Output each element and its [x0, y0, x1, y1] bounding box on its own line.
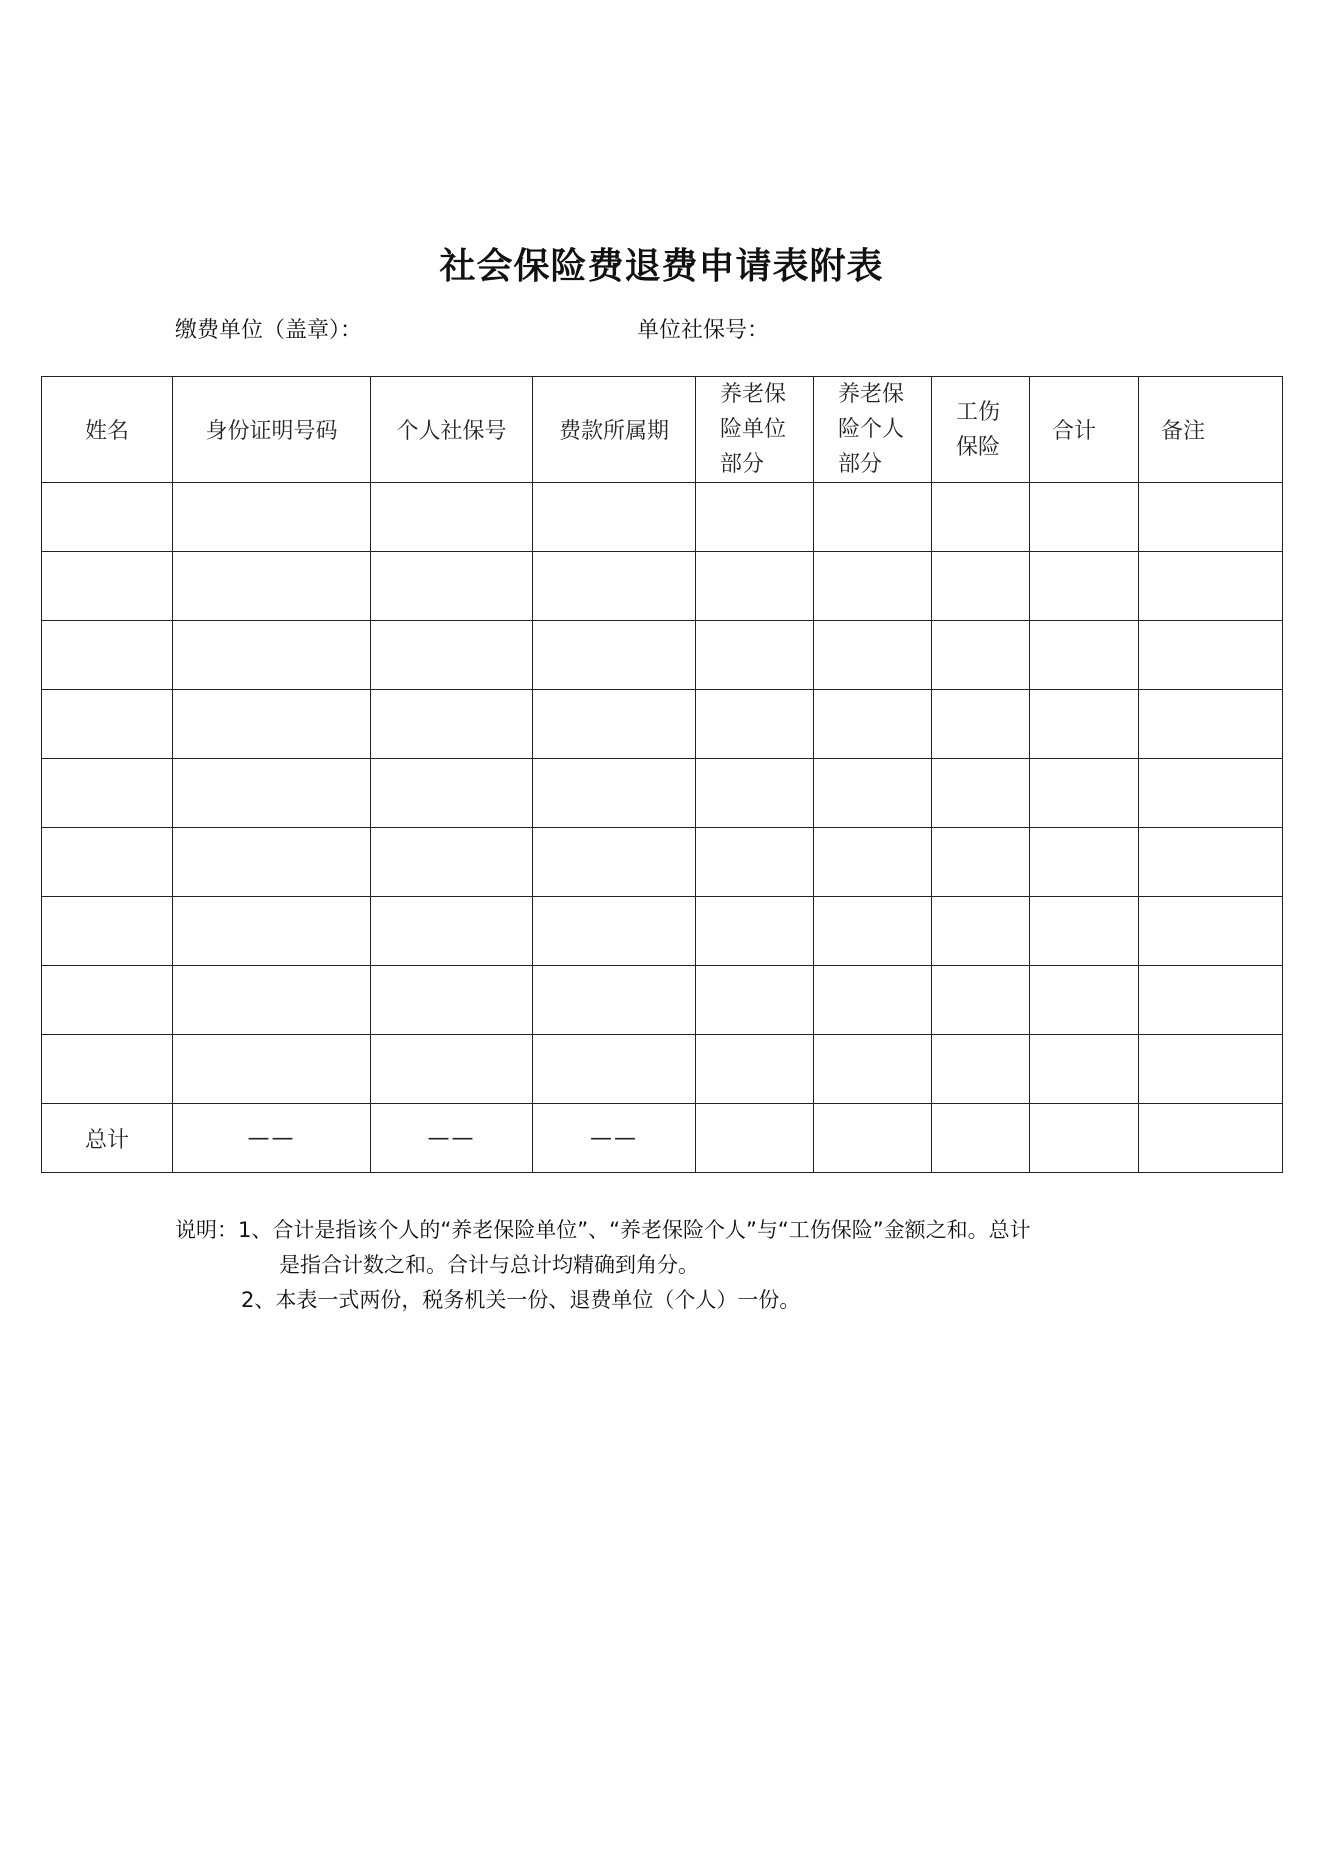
header-personal-si-number: 个人社保号 [371, 377, 533, 483]
cell-id-number[interactable] [173, 483, 371, 552]
cell-pension-personal[interactable] [814, 483, 932, 552]
cell-personal-si-number[interactable] [371, 621, 533, 690]
total-subtotal-cell[interactable] [1030, 1104, 1139, 1173]
total-label: 总计 [42, 1104, 173, 1173]
cell-name[interactable] [42, 1035, 173, 1104]
cell-work-injury[interactable] [932, 552, 1030, 621]
cell-subtotal[interactable] [1030, 1035, 1139, 1104]
cell-fee-period[interactable] [533, 621, 696, 690]
cell-fee-period[interactable] [533, 897, 696, 966]
cell-subtotal[interactable] [1030, 897, 1139, 966]
cell-pension-personal[interactable] [814, 897, 932, 966]
cell-work-injury[interactable] [932, 897, 1030, 966]
note-line-1: 说明：1、合计是指该个人的“养老保险单位”、“养老保险个人”与“工伤保险”金额之和。总计 [175, 1218, 1031, 1242]
table-row [42, 1035, 1283, 1104]
header-remarks: 备注 [1139, 377, 1283, 483]
document-title: 社会保险费退费申请表附表 [439, 246, 884, 287]
cell-personal-si-number[interactable] [371, 966, 533, 1035]
cell-pension-personal[interactable] [814, 552, 932, 621]
table-row [42, 621, 1283, 690]
cell-id-number[interactable] [173, 621, 371, 690]
cell-pension-unit[interactable] [696, 483, 814, 552]
cell-remarks[interactable] [1139, 1035, 1283, 1104]
cell-name[interactable] [42, 966, 173, 1035]
cell-pension-personal[interactable] [814, 690, 932, 759]
cell-id-number[interactable] [173, 966, 371, 1035]
header-pension-unit-line1: 养老保 [720, 382, 787, 407]
cell-pension-unit[interactable] [696, 621, 814, 690]
cell-subtotal[interactable] [1030, 759, 1139, 828]
cell-id-number[interactable] [173, 690, 371, 759]
header-subtotal: 合计 [1030, 377, 1139, 483]
cell-subtotal[interactable] [1030, 483, 1139, 552]
cell-pension-personal[interactable] [814, 621, 932, 690]
cell-pension-unit[interactable] [696, 897, 814, 966]
cell-remarks[interactable] [1139, 966, 1283, 1035]
cell-fee-period[interactable] [533, 966, 696, 1035]
cell-subtotal[interactable] [1030, 552, 1139, 621]
total-remarks-cell[interactable] [1139, 1104, 1283, 1173]
cell-pension-unit[interactable] [696, 966, 814, 1035]
cell-id-number[interactable] [173, 828, 371, 897]
cell-personal-si-number[interactable] [371, 759, 533, 828]
header-pension-personal-line3: 部分 [838, 452, 883, 477]
header-pension-personal [814, 377, 932, 483]
cell-fee-period[interactable] [533, 690, 696, 759]
total-pension-unit-cell[interactable] [696, 1104, 814, 1173]
cell-pension-unit[interactable] [696, 759, 814, 828]
unit-si-number-label: 单位社保号： [637, 318, 770, 343]
cell-pension-unit[interactable] [696, 690, 814, 759]
header-id-number: 身份证明号码 [173, 377, 371, 483]
table-row [42, 897, 1283, 966]
table-total-row [42, 1104, 1283, 1173]
cell-name[interactable] [42, 759, 173, 828]
cell-name[interactable] [42, 552, 173, 621]
header-pension-unit-line3: 部分 [720, 452, 765, 477]
cell-subtotal[interactable] [1030, 690, 1139, 759]
header-name: 姓名 [42, 377, 173, 483]
cell-personal-si-number[interactable] [371, 690, 533, 759]
cell-id-number[interactable] [173, 759, 371, 828]
cell-subtotal[interactable] [1030, 966, 1139, 1035]
cell-pension-unit[interactable] [696, 828, 814, 897]
cell-remarks[interactable] [1139, 621, 1283, 690]
table-row [42, 483, 1283, 552]
cell-id-number[interactable] [173, 897, 371, 966]
total-id-dash: —— [173, 1104, 371, 1173]
header-pension-personal-line1: 养老保 [838, 382, 905, 407]
cell-name[interactable] [42, 828, 173, 897]
table-row [42, 552, 1283, 621]
cell-fee-period[interactable] [533, 1035, 696, 1104]
cell-fee-period[interactable] [533, 483, 696, 552]
table-body [42, 483, 1283, 1104]
cell-remarks[interactable] [1139, 897, 1283, 966]
cell-work-injury[interactable] [932, 966, 1030, 1035]
header-work-injury-line1: 工伤 [956, 399, 1001, 425]
cell-pension-personal[interactable] [814, 966, 932, 1035]
table-row [42, 966, 1283, 1035]
header-fee-period: 费款所属期 [533, 377, 696, 483]
cell-work-injury[interactable] [932, 690, 1030, 759]
cell-work-injury[interactable] [932, 621, 1030, 690]
cell-subtotal[interactable] [1030, 828, 1139, 897]
cell-personal-si-number[interactable] [371, 897, 533, 966]
cell-pension-unit[interactable] [696, 552, 814, 621]
payer-unit-label: 缴费单位（盖章）： [175, 318, 363, 343]
cell-work-injury[interactable] [932, 759, 1030, 828]
cell-subtotal[interactable] [1030, 621, 1139, 690]
cell-personal-si-number[interactable] [371, 1035, 533, 1104]
cell-pension-unit[interactable] [696, 1035, 814, 1104]
table-row [42, 759, 1283, 828]
note-line-2: 是指合计数之和。合计与总计均精确到角分。 [279, 1253, 699, 1277]
table-row [42, 690, 1283, 759]
table-row [42, 828, 1283, 897]
cell-name[interactable] [42, 690, 173, 759]
cell-work-injury[interactable] [932, 1035, 1030, 1104]
cell-fee-period[interactable] [533, 552, 696, 621]
cell-remarks[interactable] [1139, 483, 1283, 552]
cell-remarks[interactable] [1139, 552, 1283, 621]
cell-personal-si-number[interactable] [371, 828, 533, 897]
refund-detail-table [41, 376, 1283, 1173]
cell-remarks[interactable] [1139, 759, 1283, 828]
cell-work-injury[interactable] [932, 483, 1030, 552]
header-pension-unit [696, 377, 814, 483]
header-work-injury-line2: 保险 [956, 434, 1001, 460]
cell-remarks[interactable] [1139, 828, 1283, 897]
cell-pension-personal[interactable] [814, 828, 932, 897]
cell-pension-personal[interactable] [814, 1035, 932, 1104]
table-header-row [42, 377, 1283, 483]
cell-fee-period[interactable] [533, 759, 696, 828]
total-period-dash: —— [533, 1104, 696, 1173]
cell-id-number[interactable] [173, 552, 371, 621]
header-pension-unit-line2: 险单位 [720, 417, 787, 442]
cell-id-number[interactable] [173, 1035, 371, 1104]
cell-pension-personal[interactable] [814, 759, 932, 828]
cell-personal-si-number[interactable] [371, 552, 533, 621]
header-pension-personal-line2: 险个人 [838, 417, 905, 442]
note-line-3: 2、本表一式两份，税务机关一份、退费单位（个人）一份。 [241, 1288, 801, 1312]
cell-work-injury[interactable] [932, 828, 1030, 897]
cell-name[interactable] [42, 621, 173, 690]
total-si-dash: —— [371, 1104, 533, 1173]
cell-remarks[interactable] [1139, 690, 1283, 759]
header-work-injury [932, 377, 1030, 483]
total-pension-personal-cell[interactable] [814, 1104, 932, 1173]
cell-personal-si-number[interactable] [371, 483, 533, 552]
notes-section [175, 1213, 1031, 1318]
cell-name[interactable] [42, 897, 173, 966]
cell-fee-period[interactable] [533, 828, 696, 897]
cell-name[interactable] [42, 483, 173, 552]
total-work-injury-cell[interactable] [932, 1104, 1030, 1173]
